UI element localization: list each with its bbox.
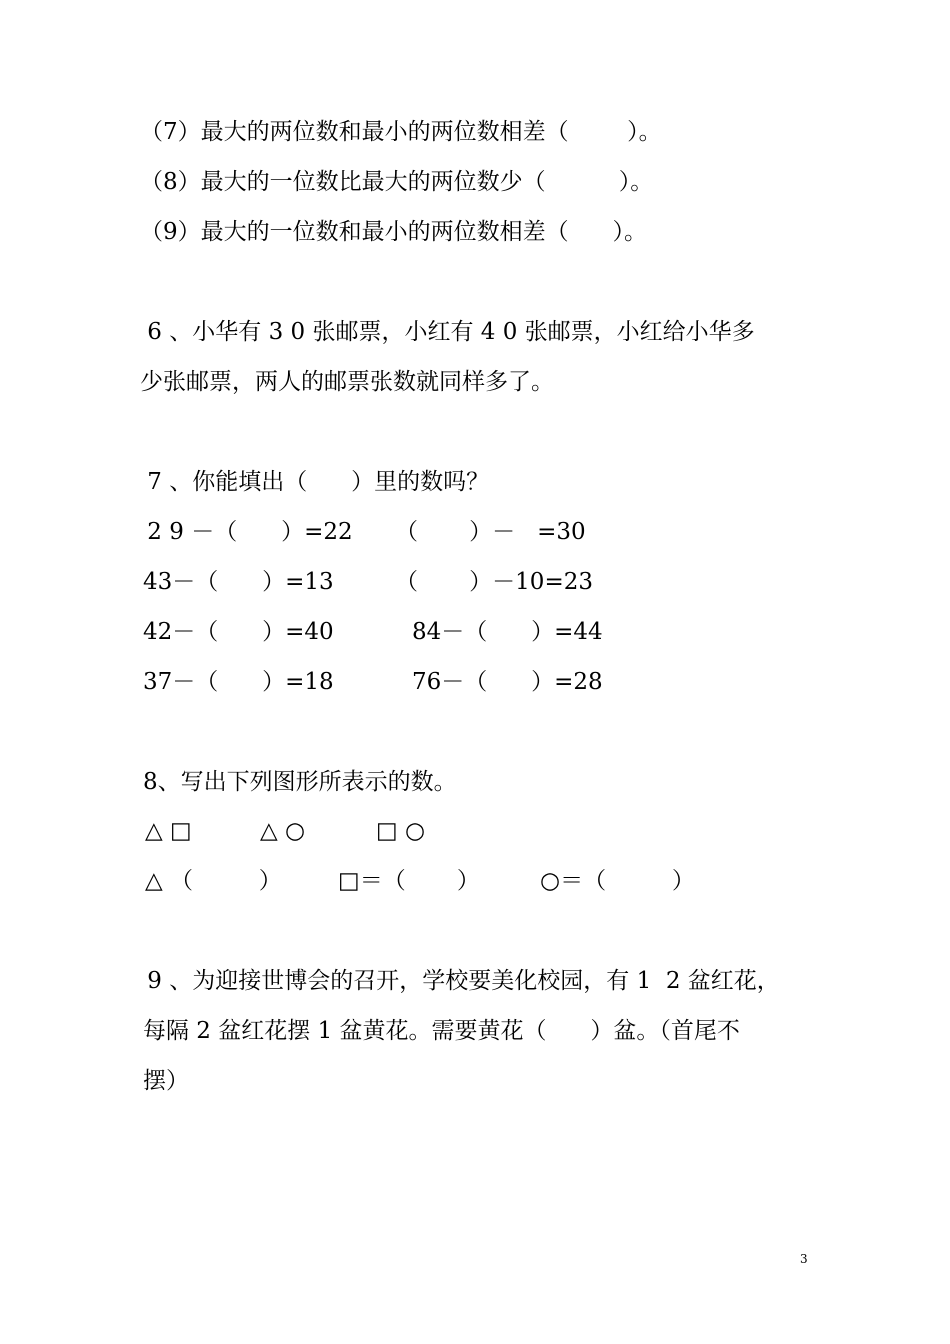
question-8-answer-square: □＝（ ）: [338, 868, 480, 894]
question-8-shapes-group-2: △ ○: [260, 818, 306, 844]
question-5-item-7: （7）最大的两位数和最小的两位数相差（ ）。: [140, 119, 662, 145]
question-9-line-3: 摆）: [143, 1068, 189, 1094]
question-9-line-1: 9 、为迎接世博会的召开，学校要美化校园，有 1 2 盆红花，: [140, 968, 780, 994]
question-7-row-4-left: 37－（ ）=18: [143, 669, 334, 695]
question-6-line-1: 6 、小华有 3 0 张邮票，小红有 4 0 张邮票，小红给小华多: [140, 319, 755, 345]
question-7-row-2-left: 43－（ ）=13: [143, 569, 334, 595]
question-8-title: 8、写出下列图形所表示的数。: [143, 769, 457, 795]
question-7-row-4-right: 76－（ ）=28: [412, 669, 603, 695]
question-7-row-1-right: （ ）－ =30: [395, 519, 586, 545]
question-8-answer-circle: ○＝（ ）: [540, 868, 695, 894]
question-6-line-2: 少张邮票，两人的邮票张数就同样多了。: [140, 369, 554, 395]
question-7-row-3-right: 84－（ ）=44: [412, 619, 603, 645]
question-7-row-1-left: 2 9 －（ ）=22: [140, 519, 353, 545]
question-7-row-2-right: （ ）－10=23: [395, 569, 593, 595]
question-8-answer-triangle: △ （ ）: [145, 868, 282, 894]
question-7-title: 7 、你能填出（ ）里的数吗？: [140, 469, 490, 495]
question-5-item-8: （8）最大的一位数比最大的两位数少（ ）。: [140, 169, 654, 195]
question-8-shapes-group-1: △ □: [145, 818, 192, 844]
question-8-shapes-group-3: □ ○: [376, 818, 426, 844]
question-5-item-9: （9）最大的一位数和最小的两位数相差（ ）。: [140, 219, 647, 245]
page-number: 3: [800, 1252, 808, 1266]
question-7-row-3-left: 42－（ ）=40: [143, 619, 334, 645]
question-9-line-2: 每隔 2 盆红花摆 1 盆黄花。需要黄花（ ）盆。（首尾不: [143, 1018, 740, 1044]
